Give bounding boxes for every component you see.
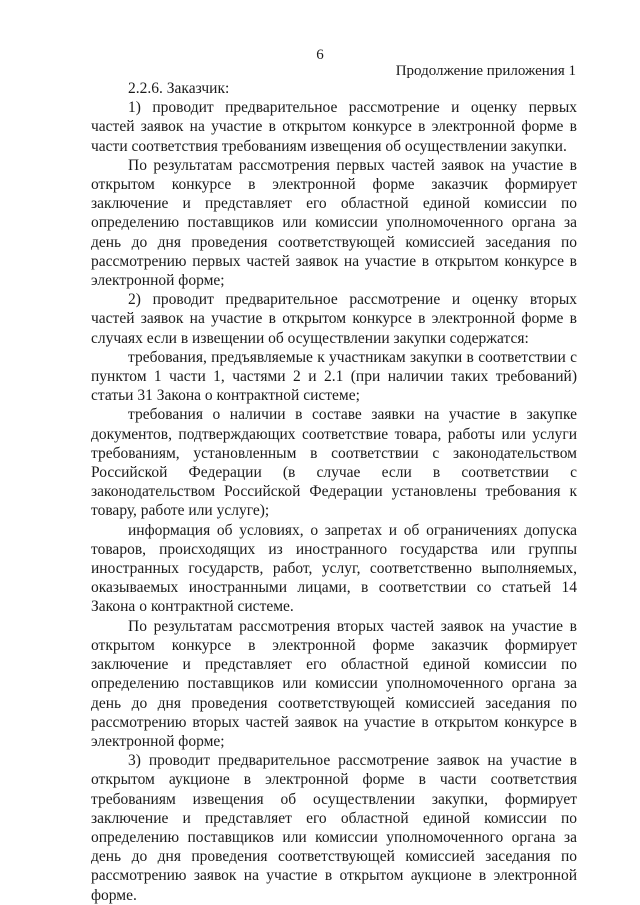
paragraph-foreign-goods-info: информация об условиях, о запретах и об ограничениях допуска товаров, происходящих из иностранного государства или группы иностранных государств, работ, услуг, соответственно выполняемых, оказываемых иностранными лицами, в соответствии со статьей 14 Закона о контрактной системе.: [91, 521, 577, 616]
paragraph-second-parts-result: По результатам рассмотрения вторых частей заявок на участие в открытом конкурсе в электронной форме заказчик формирует заключение и представляет его областной единой комиссии по определению поставщиков или комиссии уполномоченного органа за день до дня проведения соответствующей комиссией заседания по рассмотрению вторых частей заявок на участие в открытом конкурсе в электронной форме;: [91, 617, 577, 750]
page-number: 6: [316, 47, 324, 63]
section-heading: 2.2.6. Заказчик:: [128, 80, 230, 97]
paragraph-item-3: 3) проводит предварительное рассмотрение заявок на участие в открытом аукционе в электронной форме в части соответствия требованиям извещения об осуществлении закупки, формирует заключение и представляет его областной единой комиссии по определению поставщиков или комиссии уполномоченного органа за день до дня проведения соответствующей комиссией заседания по рассмотрению заявок на участие в открытом аукционе в электронной форме.: [91, 752, 577, 904]
document-body: [91, 79, 577, 905]
paragraph-first-parts-result: По результатам рассмотрения первых частей заявок на участие в открытом конкурсе в электронной форме заказчик формирует заключение и представляет его областной единой комиссии по определению поставщиков или комиссии уполномоченного органа за день до дня проведения соответствующей комиссией заседания по рассмотрению первых частей заявок на участие в открытом конкурсе в электронной форме;: [91, 156, 577, 290]
paragraph-requirements-documents: требования о наличии в составе заявки на участие в закупке документов, подтверждающих соответствие товара, работы или услуги требованиям, установленным в соответствии с законодательством Российской Федерации (в случае если в соответствии с законодательством Российской Федерации установлены требования к товару, работе или услуге);: [91, 406, 577, 520]
paragraph-item-1: 1) проводит предварительное рассмотрение и оценку первых частей заявок на участие в открытом конкурсе в электронной форме в части соответствия требованиям извещения об осуществлении закупки.: [91, 99, 577, 155]
paragraph-requirements-participants: требования, предъявляемые к участникам закупки в соответствии с пунктом 1 части 1, частями 2 и 2.1 (при наличии таких требований) статьи 31 Закона о контрактной системе;: [91, 348, 577, 405]
appendix-continuation-note: Продолжение приложения 1: [395, 63, 576, 79]
paragraph-item-2: 2) проводит предварительное рассмотрение и оценку вторых частей заявок на участие в открытом конкурсе в электронной форме в случаях если в извещении об осуществлении закупки содержатся:: [91, 291, 577, 347]
